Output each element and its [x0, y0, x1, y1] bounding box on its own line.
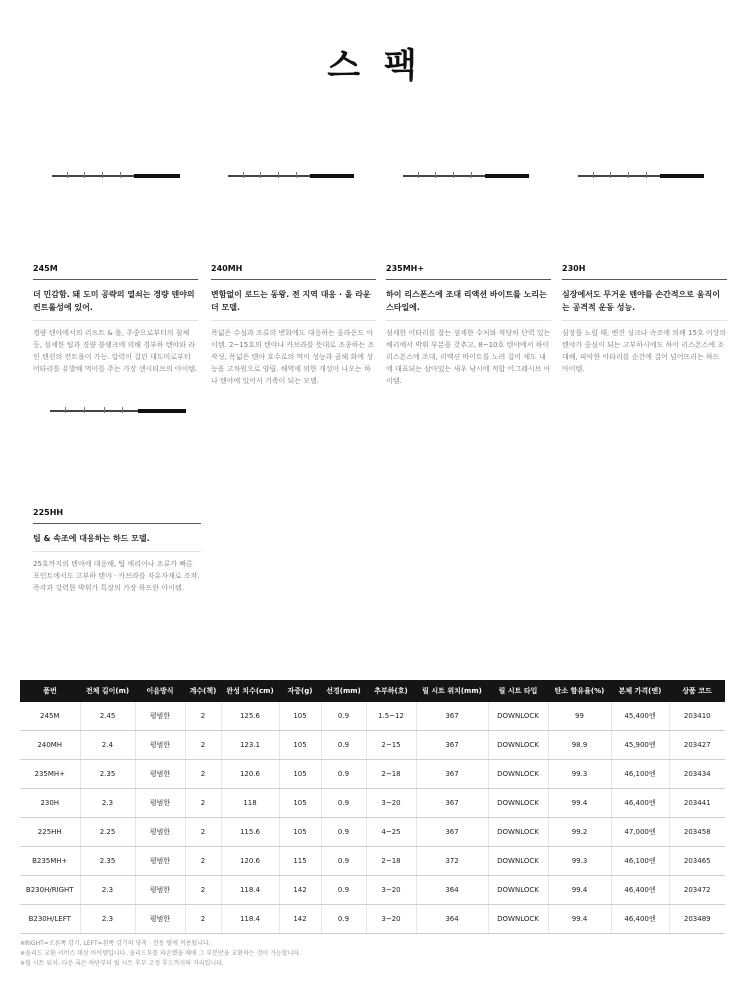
- table-cell: 105: [279, 760, 321, 789]
- footnote: ※RIGHT=오른쪽 감기, LEFT=왼쪽 감기의 양축 · 전동 릴에 적용됩니다.: [20, 940, 211, 947]
- table-cell: 평범한: [135, 789, 185, 818]
- table-row: [20, 905, 725, 934]
- table-cell: 0.9: [321, 702, 366, 731]
- table-cell: 99.4: [548, 789, 611, 818]
- table-cell: 364: [416, 876, 488, 905]
- table-cell: 46,100엔: [611, 847, 669, 876]
- table-cell: 367: [416, 702, 488, 731]
- table-cell: 115.6: [221, 818, 279, 847]
- table-cell: 46,100엔: [611, 760, 669, 789]
- column-header: 릴 시트 타입: [488, 680, 548, 702]
- table-cell: 0.9: [321, 760, 366, 789]
- table-cell: 118.4: [221, 905, 279, 934]
- table-cell: 120.6: [221, 760, 279, 789]
- column-header: 선경(mm): [321, 680, 366, 702]
- table-cell: 4~25: [366, 818, 416, 847]
- table-cell: 115: [279, 847, 321, 876]
- table-cell: 367: [416, 731, 488, 760]
- table-cell: 2~18: [366, 847, 416, 876]
- table-cell: 364: [416, 905, 488, 934]
- column-header: 탄소 함유율(%): [548, 680, 611, 702]
- product-model: 230H: [562, 264, 727, 280]
- column-header: 완성 치수(cm): [221, 680, 279, 702]
- page-title: 스 팩: [327, 46, 423, 86]
- rod-image-225hh: [50, 405, 186, 417]
- table-cell: 0.9: [321, 876, 366, 905]
- table-cell: 203410: [669, 702, 725, 731]
- table-cell: 367: [416, 760, 488, 789]
- product-description: 섬세한 어타리를 잡는 섬세한 수처와 적당히 단력 있는 베리에서 박휘 부분을 갖추고, 8~10호 텐야에서 하이 리스폰스에 조대, 리액션 바이트를 노려 걸어 세도 내에 대표되는 삼아있는 새우 낚시에 적합 어그레시브 아이템.: [386, 329, 551, 385]
- table-cell: 2.35: [80, 760, 135, 789]
- table-cell: 203427: [669, 731, 725, 760]
- table-cell: 118: [221, 789, 279, 818]
- table-cell: 46,400엔: [611, 876, 669, 905]
- table-cell: 120.6: [221, 847, 279, 876]
- footnotes: [20, 939, 301, 969]
- table-cell: 225HH: [20, 818, 80, 847]
- table-cell: 203489: [669, 905, 725, 934]
- table-row: [20, 876, 725, 905]
- table-row: [20, 789, 725, 818]
- table-cell: 125.6: [221, 702, 279, 731]
- table-cell: 99.3: [548, 847, 611, 876]
- table-cell: 105: [279, 731, 321, 760]
- footnote: ※릴 시트 위치: 다운 록은 하단부터 릴 시트 후부 고정 후드까지의 거리입니다.: [20, 960, 224, 967]
- table-cell: 0.9: [321, 847, 366, 876]
- table-cell: 99.4: [548, 876, 611, 905]
- table-cell: 평범한: [135, 702, 185, 731]
- table-cell: 평범한: [135, 818, 185, 847]
- column-header: 계수(책): [185, 680, 221, 702]
- product-description: 심장을 노릴 때, 엔진 싱크나 속조에 의해 15호 이상의 텐야가 중심이 되는 고부하시에도 하이 리스폰스에 조대해, 파악한 아타리를 순간에 걸어 넘어뜨리는 하드 아이템.: [562, 329, 727, 373]
- product-model: 245M: [33, 264, 198, 280]
- table-cell: 2: [185, 905, 221, 934]
- table-cell: DOWNLOCK: [488, 905, 548, 934]
- table-cell: B230H/RIGHT: [20, 876, 80, 905]
- table-cell: 367: [416, 789, 488, 818]
- table-cell: 2: [185, 818, 221, 847]
- spec-table-body: [20, 702, 725, 934]
- table-cell: 142: [279, 905, 321, 934]
- table-cell: 372: [416, 847, 488, 876]
- table-row: [20, 818, 725, 847]
- table-cell: 203458: [669, 818, 725, 847]
- table-cell: 2.35: [80, 847, 135, 876]
- table-cell: 평범한: [135, 905, 185, 934]
- table-cell: 118.4: [221, 876, 279, 905]
- table-cell: 3~20: [366, 876, 416, 905]
- product-model: 225HH: [33, 508, 201, 524]
- column-header: 이음방식: [135, 680, 185, 702]
- product-headline: 팁 & 속조에 대응하는 하드 모델.: [33, 532, 201, 552]
- rod-image-245m: [52, 170, 180, 182]
- table-cell: B230H/LEFT: [20, 905, 80, 934]
- table-cell: 105: [279, 702, 321, 731]
- table-cell: 99.3: [548, 760, 611, 789]
- table-cell: 203465: [669, 847, 725, 876]
- table-cell: 203441: [669, 789, 725, 818]
- table-cell: 2.25: [80, 818, 135, 847]
- column-header: 추부하(호): [366, 680, 416, 702]
- rod-image-240mh: [228, 170, 354, 182]
- table-cell: 46,400엔: [611, 789, 669, 818]
- column-header: 전체 길이(m): [80, 680, 135, 702]
- column-header: 품번: [20, 680, 80, 702]
- table-cell: 2: [185, 760, 221, 789]
- table-cell: DOWNLOCK: [488, 818, 548, 847]
- table-cell: 평범한: [135, 760, 185, 789]
- table-cell: 105: [279, 818, 321, 847]
- table-cell: 2.3: [80, 876, 135, 905]
- table-cell: 2.3: [80, 789, 135, 818]
- product-description: 경량 텐야에서의 리프트 & 폴, 주중으로부터의 침체 등, 섬세한 팁과 경량 블랭크에 의해 경부하 텐야와 라인 텐션의 컨트롤이 가능. 압력이 걸린 대도미로부터 어타리를 유발해 먹이를 주는 가장 센시티브의 아이템.: [33, 329, 198, 373]
- table-cell: DOWNLOCK: [488, 702, 548, 731]
- product-card-240mh: [211, 264, 376, 387]
- table-cell: 0.9: [321, 818, 366, 847]
- table-cell: 2~18: [366, 760, 416, 789]
- table-cell: 0.9: [321, 789, 366, 818]
- table-cell: 2.4: [80, 731, 135, 760]
- table-cell: DOWNLOCK: [488, 760, 548, 789]
- table-cell: 2: [185, 876, 221, 905]
- table-row: [20, 702, 725, 731]
- product-headline: 더 민감함. 돼 도미 공략의 열쇠는 경량 텐야의 컨트롤성에 있어.: [33, 288, 198, 321]
- table-cell: 0.9: [321, 905, 366, 934]
- column-header: 자중(g): [279, 680, 321, 702]
- table-cell: 45,400엔: [611, 702, 669, 731]
- rod-image-230h: [578, 170, 704, 182]
- table-row: [20, 731, 725, 760]
- table-cell: 99.4: [548, 905, 611, 934]
- column-header: 릴 시트 위치(mm): [416, 680, 488, 702]
- rod-image-235mh-plus: [403, 170, 529, 182]
- table-cell: 203472: [669, 876, 725, 905]
- table-cell: 98.9: [548, 731, 611, 760]
- spec-table: [20, 680, 725, 934]
- product-card-235mh-plus: [386, 264, 551, 387]
- table-cell: 평범한: [135, 876, 185, 905]
- table-cell: 245M: [20, 702, 80, 731]
- product-headline: 심장에서도 무거운 텐야를 손간적으로 움직이는 공격적 운동 성능.: [562, 288, 727, 321]
- table-cell: 2~15: [366, 731, 416, 760]
- table-cell: 367: [416, 818, 488, 847]
- table-cell: 2.3: [80, 905, 135, 934]
- table-cell: 45,900엔: [611, 731, 669, 760]
- footnote: ※솔리드 교환 서비스 대상 아이템입니다. 솔리드부를 파손했을 때에 그 부분만을 교환하는 것이 가능합니다.: [20, 950, 301, 957]
- table-cell: DOWNLOCK: [488, 876, 548, 905]
- product-description: 25호까지의 텐야에 대응해, 팁 에리어나 조류가 빠른 포인트에서도 고부하 텐야 · 카브라를 자유자재로 조작. 즉각과 강력한 박휘가 특장의 가장 하드한 아이템.: [33, 560, 200, 592]
- table-cell: 2: [185, 789, 221, 818]
- table-cell: 평범한: [135, 731, 185, 760]
- table-cell: 99.2: [548, 818, 611, 847]
- table-cell: 0.9: [321, 731, 366, 760]
- table-cell: 123.1: [221, 731, 279, 760]
- product-card-245m: [33, 264, 198, 375]
- table-cell: 46,400엔: [611, 905, 669, 934]
- spec-table-header-row: [20, 680, 725, 702]
- product-description: 폭넓은 수심과 조류의 변화에도 대응하는 올라운드 아이템. 2~15호의 텐야나 카브라를 뜻대로 조종하는 조작성, 폭넓은 텐야 호수로의 먹이 성능과 곰해 화에 성능을 고차원으로 양립. 해역에 의한 개성이 나오는 하나 텐야에 있어서 기축이 되는 모델.: [211, 329, 375, 385]
- table-cell: 47,000엔: [611, 818, 669, 847]
- product-model: 235MH+: [386, 264, 551, 280]
- table-cell: 1.5~12: [366, 702, 416, 731]
- table-cell: 3~20: [366, 789, 416, 818]
- table-cell: 2: [185, 847, 221, 876]
- product-card-230h: [562, 264, 727, 375]
- table-cell: 142: [279, 876, 321, 905]
- table-cell: B235MH+: [20, 847, 80, 876]
- table-row: [20, 847, 725, 876]
- table-cell: 240MH: [20, 731, 80, 760]
- table-cell: 3~20: [366, 905, 416, 934]
- table-cell: 2.45: [80, 702, 135, 731]
- column-header: 상품 코드: [669, 680, 725, 702]
- column-header: 본체 가격(엔): [611, 680, 669, 702]
- product-headline: 하이 리스폰스에 조대 리액션 바이트를 노리는 스타일에.: [386, 288, 551, 321]
- table-cell: 2: [185, 731, 221, 760]
- product-model: 240MH: [211, 264, 376, 280]
- table-cell: 230H: [20, 789, 80, 818]
- table-cell: 235MH+: [20, 760, 80, 789]
- product-headline: 변함없이 로드는 동왕. 전 지역 대응 · 올 라운더 모델.: [211, 288, 376, 321]
- table-cell: 99: [548, 702, 611, 731]
- table-cell: DOWNLOCK: [488, 847, 548, 876]
- table-row: [20, 760, 725, 789]
- table-cell: 105: [279, 789, 321, 818]
- product-card-225hh: [33, 508, 201, 594]
- table-cell: 평범한: [135, 847, 185, 876]
- table-cell: 2: [185, 702, 221, 731]
- table-cell: 203434: [669, 760, 725, 789]
- table-cell: DOWNLOCK: [488, 731, 548, 760]
- table-cell: DOWNLOCK: [488, 789, 548, 818]
